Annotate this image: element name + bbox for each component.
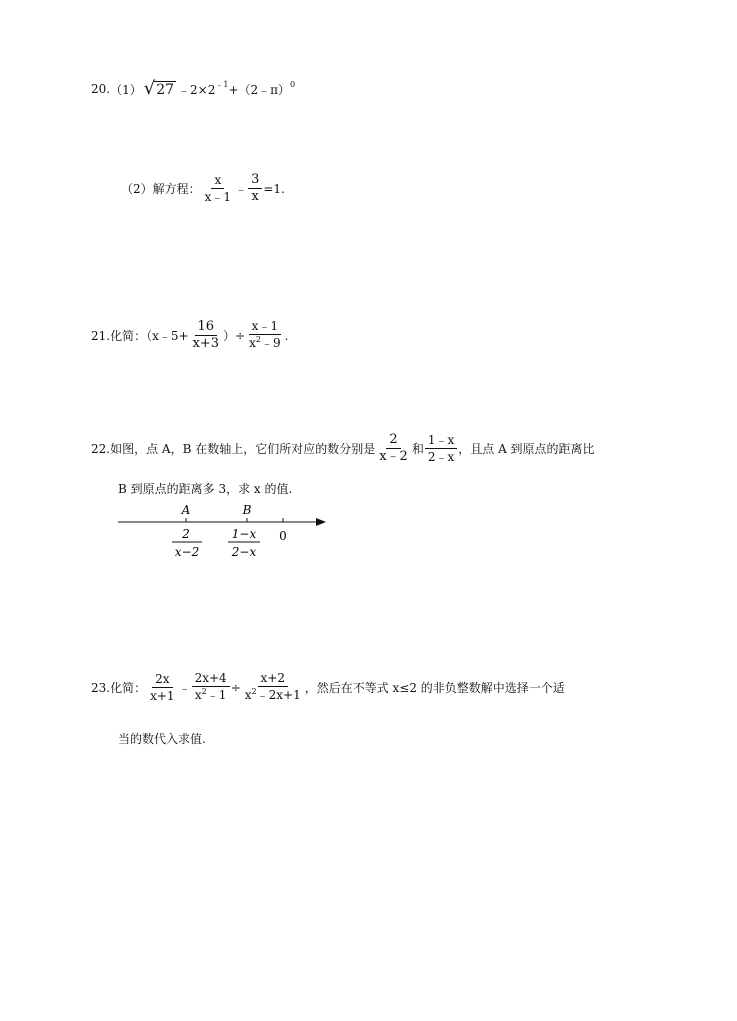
- point-label-a: A: [181, 503, 191, 517]
- den-rest: ﹣1: [206, 688, 227, 702]
- den-rest: ﹣2x+1: [256, 688, 301, 702]
- den-base: x: [194, 688, 202, 702]
- q21-end: .: [284, 328, 289, 343]
- den-exponent: 2: [255, 335, 261, 344]
- fraction-denominator: x: [251, 189, 259, 204]
- sqrt-expression: [144, 80, 176, 98]
- fraction-numerator: 2x: [152, 671, 172, 688]
- divide-sign: ÷: [230, 680, 241, 695]
- fraction-denominator: 2﹣x: [427, 450, 455, 464]
- fraction-numerator: 2x+4: [192, 670, 230, 687]
- b-value-numerator: 1−x: [231, 527, 257, 541]
- q20-part1-label: （1）: [110, 82, 142, 97]
- equation-end: =1.: [263, 181, 285, 196]
- fraction-1-x-over-2-x: [425, 432, 457, 465]
- q22-text1: 如图，点 A，B 在数轴上，它们所对应的数分别是: [110, 442, 376, 456]
- q23-line1: [91, 670, 565, 705]
- q20-number: 20.: [91, 82, 111, 96]
- number-line-figure: [110, 498, 340, 568]
- fraction-2x+4-over-x2-1: [192, 670, 230, 705]
- fraction-x+2-over-x2-2x+1: [242, 670, 304, 705]
- fraction-denominator: [246, 335, 284, 353]
- den-base: x: [244, 688, 252, 702]
- den-exponent: 2: [201, 687, 207, 696]
- q22-text2: ，且点 A 到原点的距离比: [458, 442, 595, 456]
- fraction-numerator: x+2: [258, 670, 288, 687]
- den-rest: ﹣9: [261, 336, 281, 350]
- a-value-numerator: 2: [182, 527, 190, 541]
- fraction-2x-over-x+1: [147, 671, 177, 704]
- q21-mid: ）÷: [223, 329, 246, 343]
- b-value-denominator: 2−x: [231, 545, 257, 559]
- fraction-denominator: [242, 687, 304, 705]
- q23-prefix: 化简：: [110, 681, 147, 695]
- minus-sign: ﹣: [178, 681, 191, 695]
- q20-part1: [91, 80, 295, 98]
- zero-label: 0: [279, 529, 287, 543]
- q20-exponent-2: 0: [290, 79, 296, 89]
- fraction-x-1-over-x2-9: [246, 318, 284, 353]
- den-exponent: 2: [251, 687, 257, 696]
- arrow-head-icon: [316, 518, 326, 526]
- fraction-numerator: x﹣1: [249, 318, 281, 335]
- q22-number: 22.: [91, 441, 111, 456]
- q20-term-a: ﹣2×2: [178, 82, 216, 97]
- fraction-2-over-x-2: [376, 432, 411, 465]
- fraction-numerator: x: [211, 172, 224, 189]
- sqrt-radicand: 27: [156, 82, 175, 98]
- fraction-x-over-x-1: [202, 172, 234, 205]
- minus-sign: ﹣: [235, 182, 248, 196]
- fraction-numerator: 2: [386, 432, 400, 449]
- fraction-denominator: x+3: [192, 336, 220, 351]
- fraction-denominator: x+1: [150, 689, 175, 703]
- q23-line2: 当的数代入求值.: [118, 732, 206, 746]
- q21-number: 21.: [91, 328, 111, 343]
- q22-line2: B 到原点的距离多 3，求 x 的值.: [118, 482, 293, 496]
- q20-exponent-1: ﹣1: [215, 79, 229, 89]
- fraction-denominator: x﹣1: [204, 190, 232, 204]
- q20-part2-label: （2）解方程：: [121, 182, 201, 196]
- fraction-denominator: x﹣2: [379, 449, 408, 464]
- q22-and: 和: [411, 442, 424, 456]
- sqrt-icon: √: [143, 78, 156, 99]
- q21: [91, 318, 288, 353]
- a-value-denominator: x−2: [174, 545, 200, 559]
- q20-term-b: +（2﹣π）: [228, 82, 291, 97]
- q21-prefix: 化简：（x﹣5+: [110, 329, 189, 343]
- fraction-3-over-x: [248, 172, 262, 205]
- point-label-b: B: [242, 503, 252, 517]
- fraction-numerator: 3: [248, 172, 262, 189]
- den-base: x: [249, 336, 256, 350]
- q22-line1: [91, 432, 595, 465]
- fraction-numerator: 1﹣x: [425, 432, 457, 449]
- q20-part2: [121, 172, 285, 205]
- q23-text: ，然后在不等式 x≤2 的非负整数解中选择一个适: [304, 681, 565, 695]
- fraction-denominator: [192, 687, 230, 705]
- fraction-16-over-x+3: [190, 319, 223, 352]
- fraction-numerator: 16: [195, 319, 218, 336]
- q23-number: 23.: [91, 680, 111, 695]
